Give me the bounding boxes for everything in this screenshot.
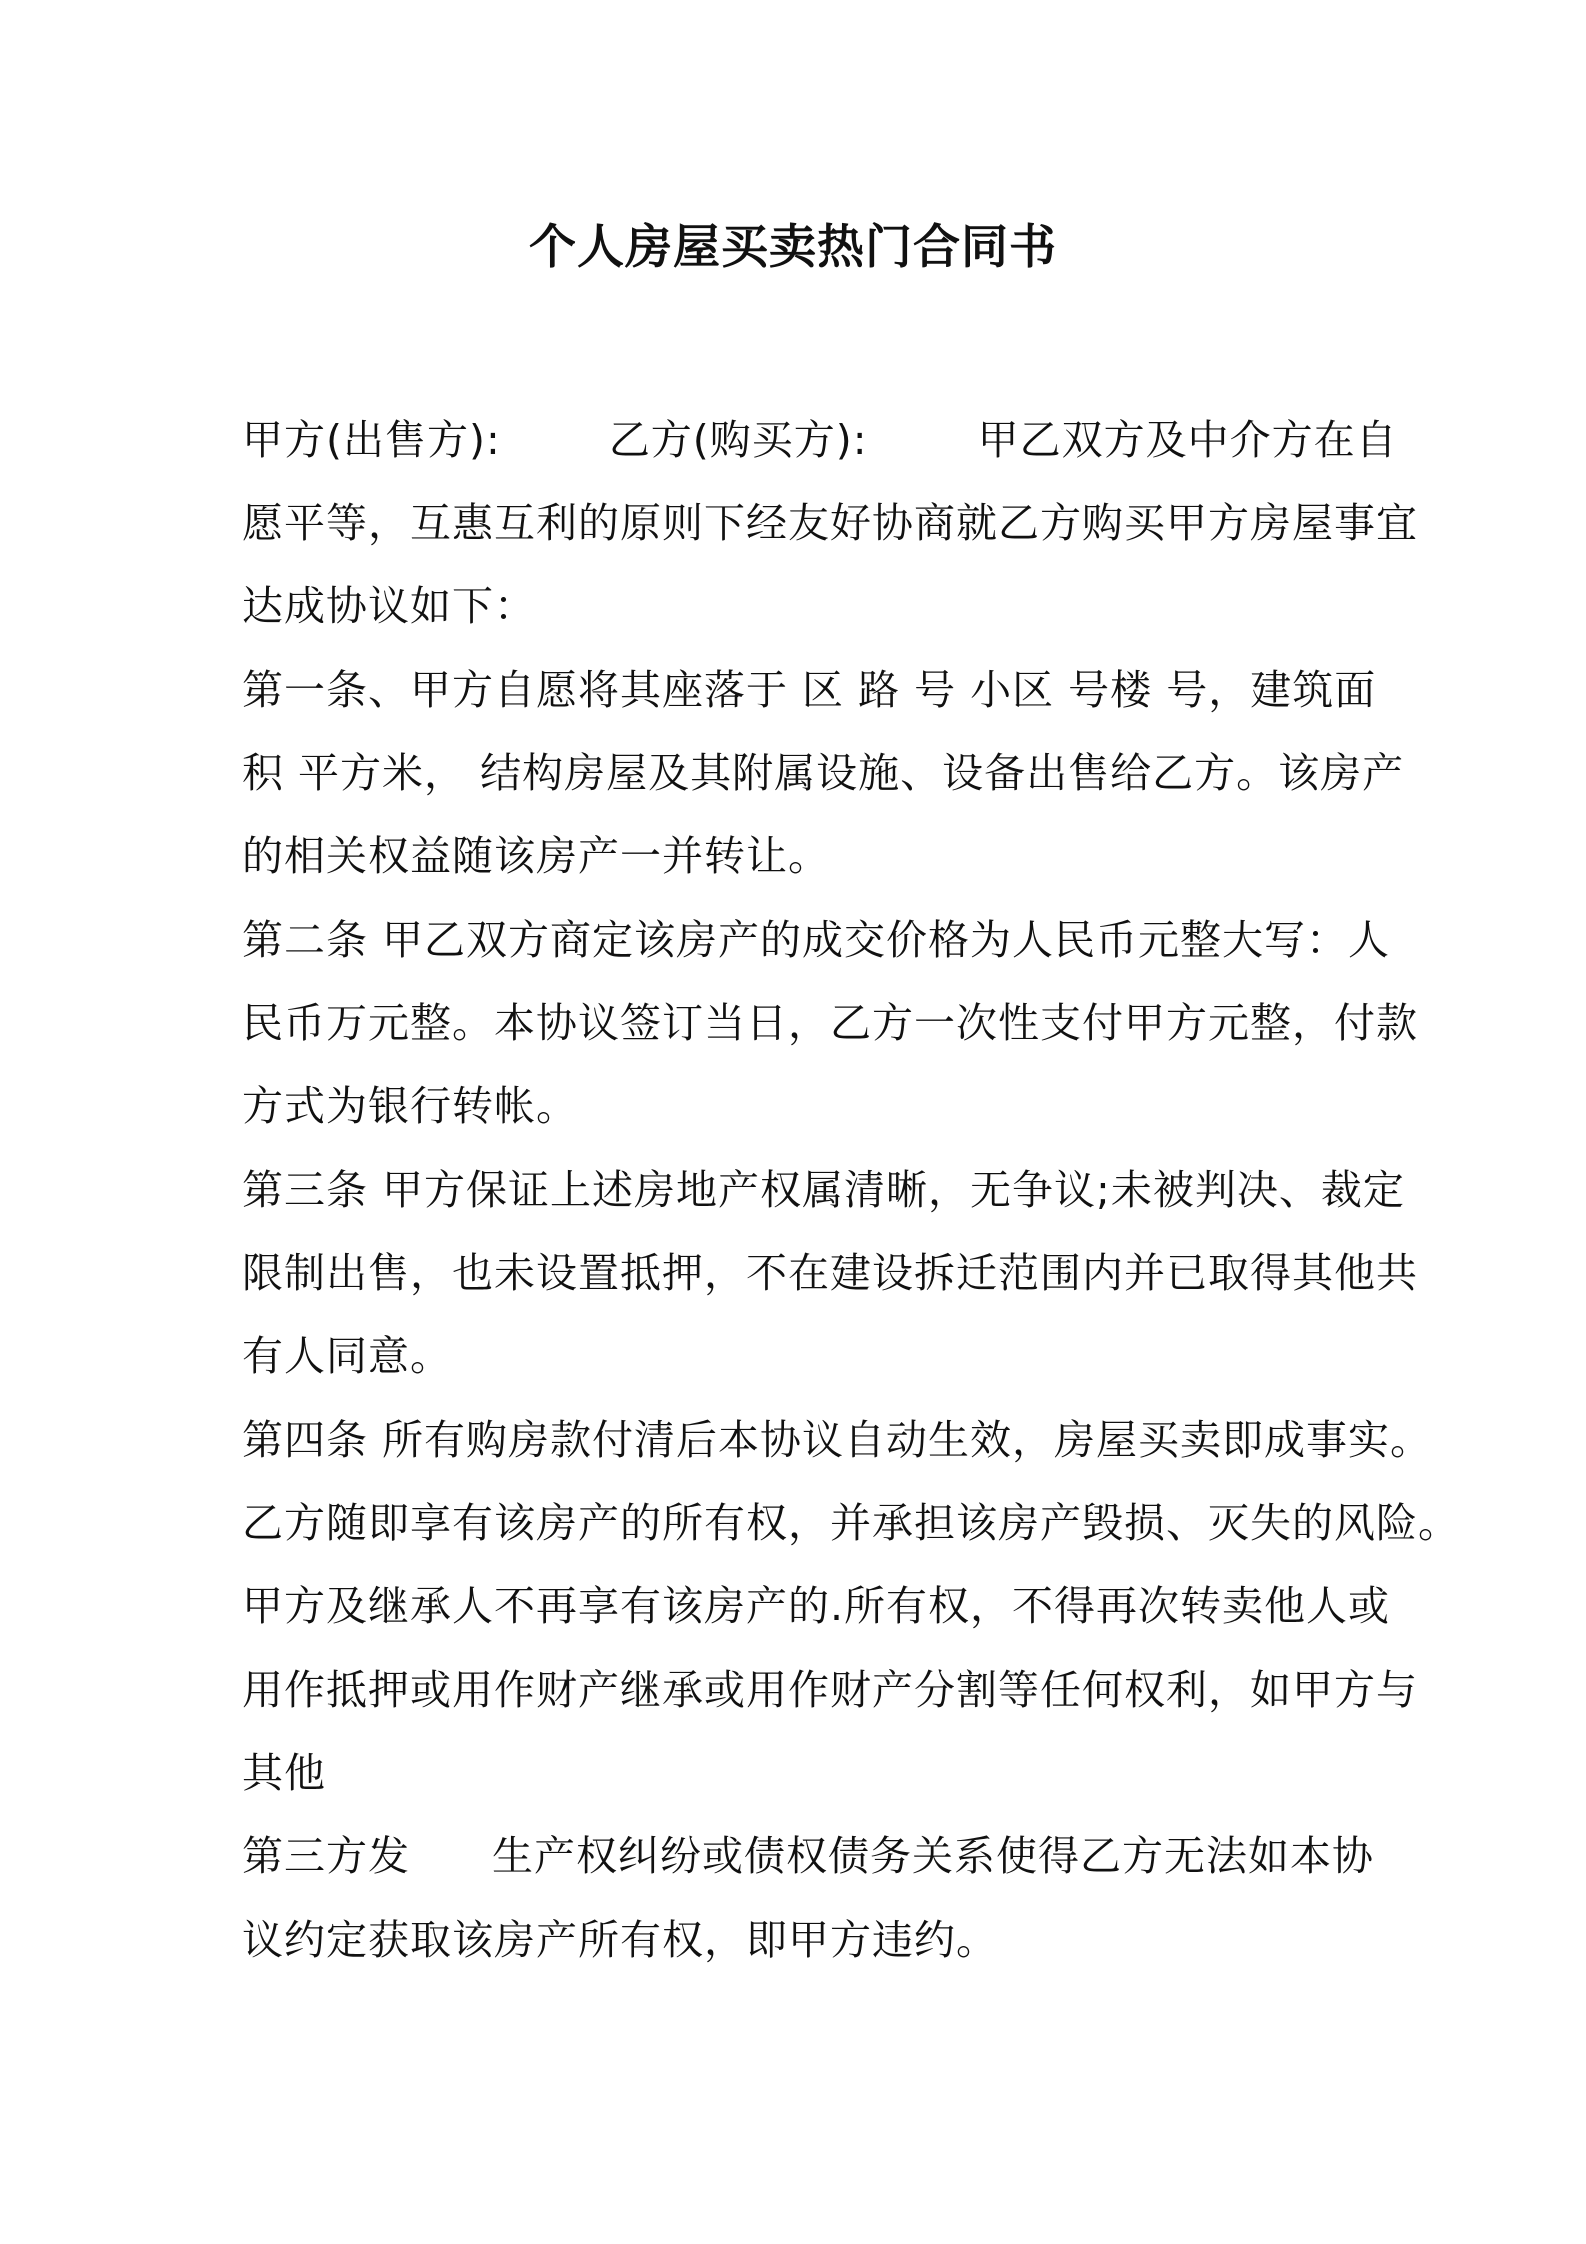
paragraph-line: 有人同意。 [242, 1332, 452, 1380]
paragraph-line: 积 平方米， 结构房屋及其附属设施、设备出售给乙方。该房产 [242, 749, 1405, 797]
party-a-label: 甲方(出售方): [242, 416, 501, 464]
paragraph-line: 限制出售，也未设置抵押，不在建设拆迁范围内并已取得其他共 [242, 1249, 1418, 1297]
article-4-line: 第四条 所有购房款付清后本协议自动生效，房屋买卖即成事实。 [242, 1416, 1433, 1464]
article-1-line: 第一条、甲方自愿将其座落于 区 路 号 小区 号楼 号，建筑面 [242, 666, 1377, 714]
paragraph-line: 乙方随即享有该房产的所有权，并承担该房产毁损、灭失的风险。 [242, 1499, 1460, 1547]
paragraph-line: 达成协议如下： [242, 582, 536, 630]
paragraph-line: 的相关权益随该房产一并转让。 [242, 832, 830, 880]
third-party-label: 第三方发 [242, 1832, 410, 1880]
party-b-label: 乙方(购买方): [608, 416, 868, 464]
paragraph-line [242, 398, 1398, 482]
paragraph-line: 用作抵押或用作财产继承或用作财产分割等任何权利，如甲方与 [242, 1666, 1418, 1714]
paragraph-line: 议约定获取该房产所有权，即甲方违约。 [242, 1916, 998, 1964]
article-2-line: 第二条 甲乙双方商定该房产的成交价格为人民币元整大写：人 [242, 916, 1391, 964]
intro-text: 甲乙双方及中介方在自 [977, 416, 1398, 464]
paragraph-line: 甲方及继承人不再享有该房产的.所有权，不得再次转卖他人或 [242, 1582, 1391, 1630]
dispute-text: 生产权纠纷或债权债务关系使得乙方无法如本协 [492, 1832, 1374, 1880]
paragraph-line: 愿平等，互惠互利的原则下经友好协商就乙方购买甲方房屋事宜 [242, 499, 1418, 547]
paragraph-line: 其他 [242, 1749, 326, 1797]
paragraph-line: 方式为银行转帐。 [242, 1082, 578, 1130]
paragraph-line [242, 1814, 1374, 1898]
page-title: 个人房屋买卖热门合同书 [529, 220, 1057, 275]
paragraph-line: 民币万元整。本协议签订当日，乙方一次性支付甲方元整，付款 [242, 999, 1418, 1047]
article-3-line: 第三条 甲方保证上述房地产权属清晰，无争议;未被判决、裁定 [242, 1166, 1405, 1214]
